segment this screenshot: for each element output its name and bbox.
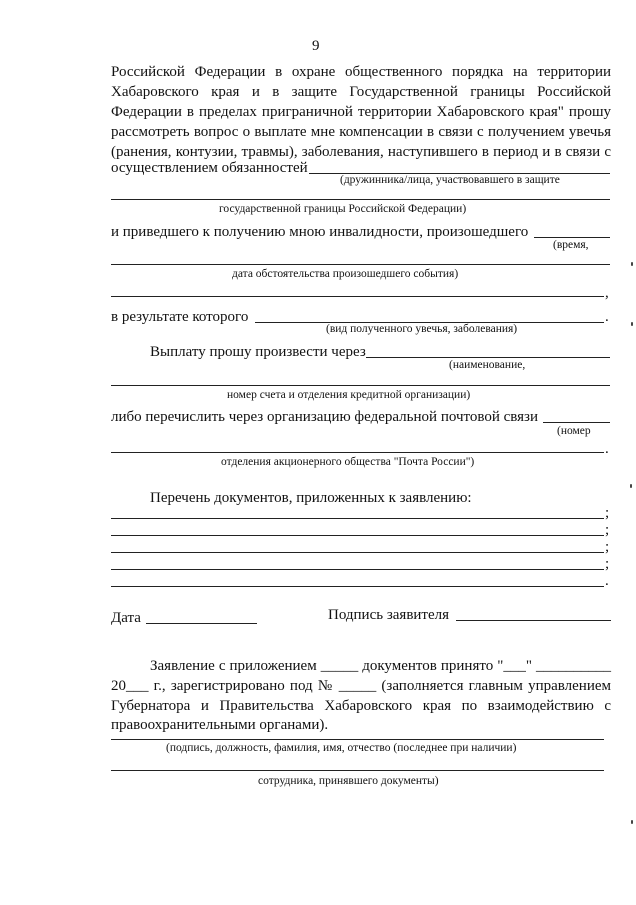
signature-label: Подпись заявителя [328, 607, 450, 623]
account-caption: номер счета и отделения кредитной организации) [227, 389, 471, 401]
time-caption: (время, [553, 239, 589, 251]
event-input-line-2[interactable] [111, 296, 604, 297]
time-input-line[interactable] [534, 237, 610, 238]
intro-line-2: Хабаровского края и в защите Государственной границы Российской [111, 84, 611, 100]
document-line-1[interactable] [111, 518, 604, 519]
document-end-4: ; [605, 556, 610, 572]
event-input-line[interactable] [111, 264, 610, 265]
disability-label: и приведшего к получению мною инвалидности, произошедшего [111, 224, 529, 240]
postal-label: либо перечислить через организацию федеральной почтовой связи [111, 409, 539, 425]
payment-label: Выплату прошу произвести через [150, 344, 366, 360]
injury-period: . [605, 309, 609, 325]
official-caption-1: (подпись, должность, фамилия, имя, отчество (последнее при наличии) [166, 742, 517, 754]
number-caption: (номер [557, 425, 591, 437]
name-caption: (наименование, [449, 359, 526, 371]
official-caption-2: сотрудника, принявшего документы) [258, 775, 439, 787]
document-end-1: ; [605, 505, 610, 521]
page-number: 9 [312, 38, 320, 54]
post-period: . [605, 441, 609, 457]
document-end-2: ; [605, 522, 610, 538]
document-line-2[interactable] [111, 535, 604, 536]
date-input-line[interactable] [146, 623, 257, 624]
duties-caption-2: государственной границы Российской Федерации) [219, 203, 467, 215]
postal-input-line[interactable] [543, 422, 610, 423]
event-comma: , [605, 285, 609, 301]
accepted-line-4: правоохранительными органами). [111, 717, 329, 733]
intro-line-1: Российской Федерации в охране общественного порядка на территории [111, 64, 611, 80]
duties-input-line-2[interactable] [111, 199, 610, 200]
document-line-5[interactable] [111, 586, 604, 587]
injury-caption: (вид полученного увечья, заболевания) [326, 323, 518, 335]
accepted-line-1: Заявление с приложением _____ документов принято "___" __________ [150, 658, 611, 674]
intro-line-5: (ранения, контузии, травмы), заболевания, наступившего в период и в связи с [111, 144, 611, 160]
signature-input-line[interactable] [456, 620, 611, 621]
documents-heading: Перечень документов, приложенных к заявлению: [150, 490, 472, 506]
document-line-4[interactable] [111, 569, 604, 570]
intro-line-4: рассмотреть вопрос о выплате мне компенсации в связи с получением увечья [111, 124, 611, 140]
payment-input-line[interactable] [366, 357, 610, 358]
scan-mark [631, 322, 633, 326]
intro-line-3: Федерации в пределах приграничной территории Хабаровского края" прошу [111, 104, 611, 120]
official-input-line-2[interactable] [111, 770, 604, 771]
official-input-line[interactable] [111, 739, 604, 740]
post-input-line[interactable] [111, 452, 604, 453]
document-end-5: . [605, 573, 609, 589]
duties-caption-1: (дружинника/лица, участвовавшего в защите [340, 174, 560, 186]
duties-label: осуществлением обязанностей [111, 160, 308, 176]
account-input-line[interactable] [111, 385, 610, 386]
post-caption: отделения акционерного общества "Почта России") [221, 456, 475, 468]
scan-mark [631, 262, 633, 266]
document-end-3: ; [605, 539, 610, 555]
date-label: Дата [111, 610, 141, 626]
document-line-3[interactable] [111, 552, 604, 553]
event-caption: дата обстоятельства произошедшего события) [232, 268, 459, 280]
accepted-line-2: 20___ г., зарегистрировано под № _____ (заполняется главным управлением [111, 678, 611, 694]
scan-mark [631, 820, 633, 824]
scan-mark [630, 484, 632, 488]
accepted-line-3: Губернатора и Правительства Хабаровского края по взаимодействию с [111, 698, 611, 714]
result-label: в результате которого [111, 309, 249, 325]
